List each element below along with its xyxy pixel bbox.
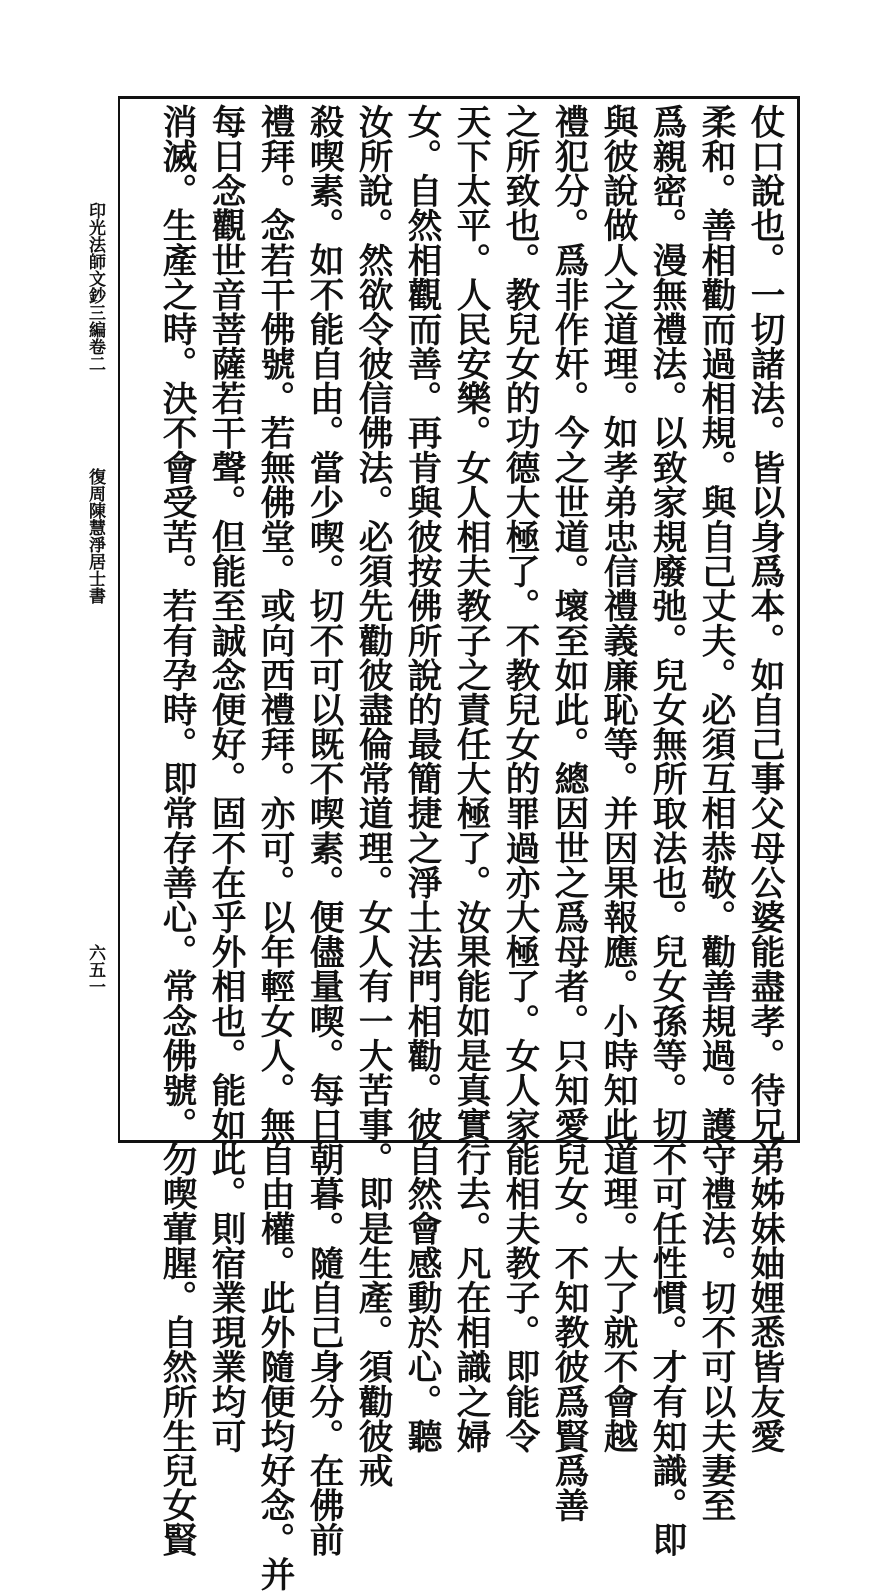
text-column-13: 消滅。生產之時。決不會受苦。若有孕時。即常存善心。常念佛號。勿喫葷腥。自然所生兒女賢 — [156, 104, 196, 1557]
text-column-9: 汝所說。然欲令彼信佛法。必須先勸彼盡倫常道理。女人有一大苦事。即是生產。須勸彼戒 — [352, 104, 392, 1488]
chapter-title: 復周陳慧淨居士書 — [85, 468, 105, 604]
text-column-11: 禮拜。念若干佛號。若無佛堂。或向西禮拜。亦可。以年輕女人。無自由權。此外隨便均好念。并 — [254, 104, 294, 1591]
text-column-5: 禮犯分。爲非作奸。今之世道。壞至如此。總因世之爲母者。只知愛兒女。不知教彼爲賢爲善 — [548, 104, 588, 1523]
text-column-8: 女。自然相觀而善。再肯與彼按佛所說的最簡捷之淨土法門相勸。彼自然會感動於心。聽 — [401, 104, 441, 1454]
frame-border-left — [118, 96, 120, 1142]
page-number: 六五一 — [85, 944, 105, 995]
text-column-3: 爲親密。漫無禮法。以致家規廢弛。兒女無所取法也。兒女孫等。切不可任性慣。才有知識。即 — [646, 104, 686, 1557]
text-column-4: 與彼說做人之道理。如孝弟忠信禮義廉恥等。并因果報應。小時知此道理。大了就不會越 — [597, 104, 637, 1454]
text-column-1: 仗口說也。一切諸法。皆以身爲本。如自己事父母公婆能盡孝。待兄弟姊妹妯娌悉皆友愛 — [744, 104, 784, 1454]
text-column-6: 之所致也。教兒女的功德大極了。不教兒女的罪過亦大極了。女人家能相夫教子。即能令 — [499, 104, 539, 1454]
text-column-7: 天下太平。人民安樂。女人相夫教子之責任大極了。汝果能如是真實行去。凡在相識之婦 — [450, 104, 490, 1454]
frame-border-top — [118, 96, 800, 99]
text-column-2: 柔和。善相勸而過相規。與自己丈夫。必須互相恭敬。勸善規過。護守禮法。切不可以夫妻至 — [695, 104, 735, 1523]
book-title: 印光法師文鈔三編卷二 — [85, 202, 105, 372]
text-column-12: 每日念觀世音菩薩若干聲。但能至誠念便好。固不在乎外相也。能如此。則宿業現業均可 — [205, 104, 245, 1454]
frame-border-right — [797, 96, 800, 1142]
text-column-10: 殺喫素。如不能自由。當少喫。切不可以既不喫素。便儘量喫。每日朝暮。隨自己身分。在佛前 — [303, 104, 343, 1557]
